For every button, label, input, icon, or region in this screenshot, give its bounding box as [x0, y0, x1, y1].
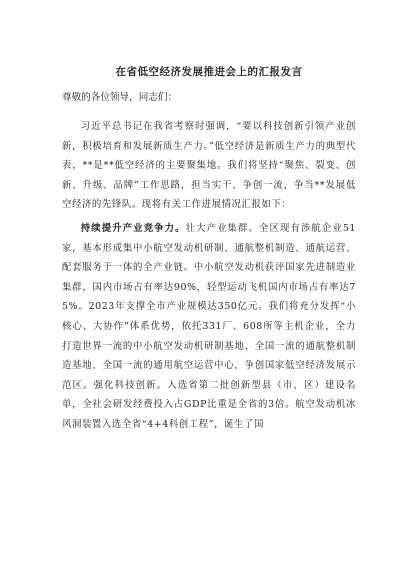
paragraph-industry: [62, 219, 356, 435]
paragraph-intro: [62, 117, 356, 215]
paragraph-text: 习近平总书记在我省考察时强调，“要以科技创新引领产业创新，积极培育和发展新质生产力。”低空经济是新质生产力的典型代表，**是**低空经济的主要聚集地。我们将坚持“聚焦、裂变、创新、升级、品牌”工作思路，担当实干、争创一流，争当**发展低空经济的先锋队。现将有关工作进展情况汇报如下：: [62, 121, 356, 211]
salutation: 尊敬的各位领导，同志们：: [62, 92, 178, 103]
paragraph-text: 壮大产业集群。全区现有涉航企业51家，基本形成集中小航空发动机研制、通航整机制造、通航运营、配套服务于一体的全产业链。中小航空发动机获评国家先进制造业集群，国内市场占有率达90%，轻型运动飞机国内市场占有率达75%。2023年支撑全市产业规模达350亿元。我们将充分发挥“小核心、大协作”体系优势，依托331厂、608所等主机企业，全力打造世界一流的中小航空发动机研制基地、全国一流的通航整机制造基地、全国一流的通用航空运营中心，争创国家低空经济发展示范区。强化科技创新。入选省第二批创新型县（市、区）建设名单，全社会研发经费投入占GDP比重是全省的3倍。航空发动机冰风洞装置入选全省“4+4科创工程”，诞生了国: [62, 222, 356, 430]
paragraph-lead: 持续提升产业竞争力。: [80, 222, 186, 234]
document-title: 在省低空经济发展推进会上的汇报发言: [115, 66, 303, 78]
